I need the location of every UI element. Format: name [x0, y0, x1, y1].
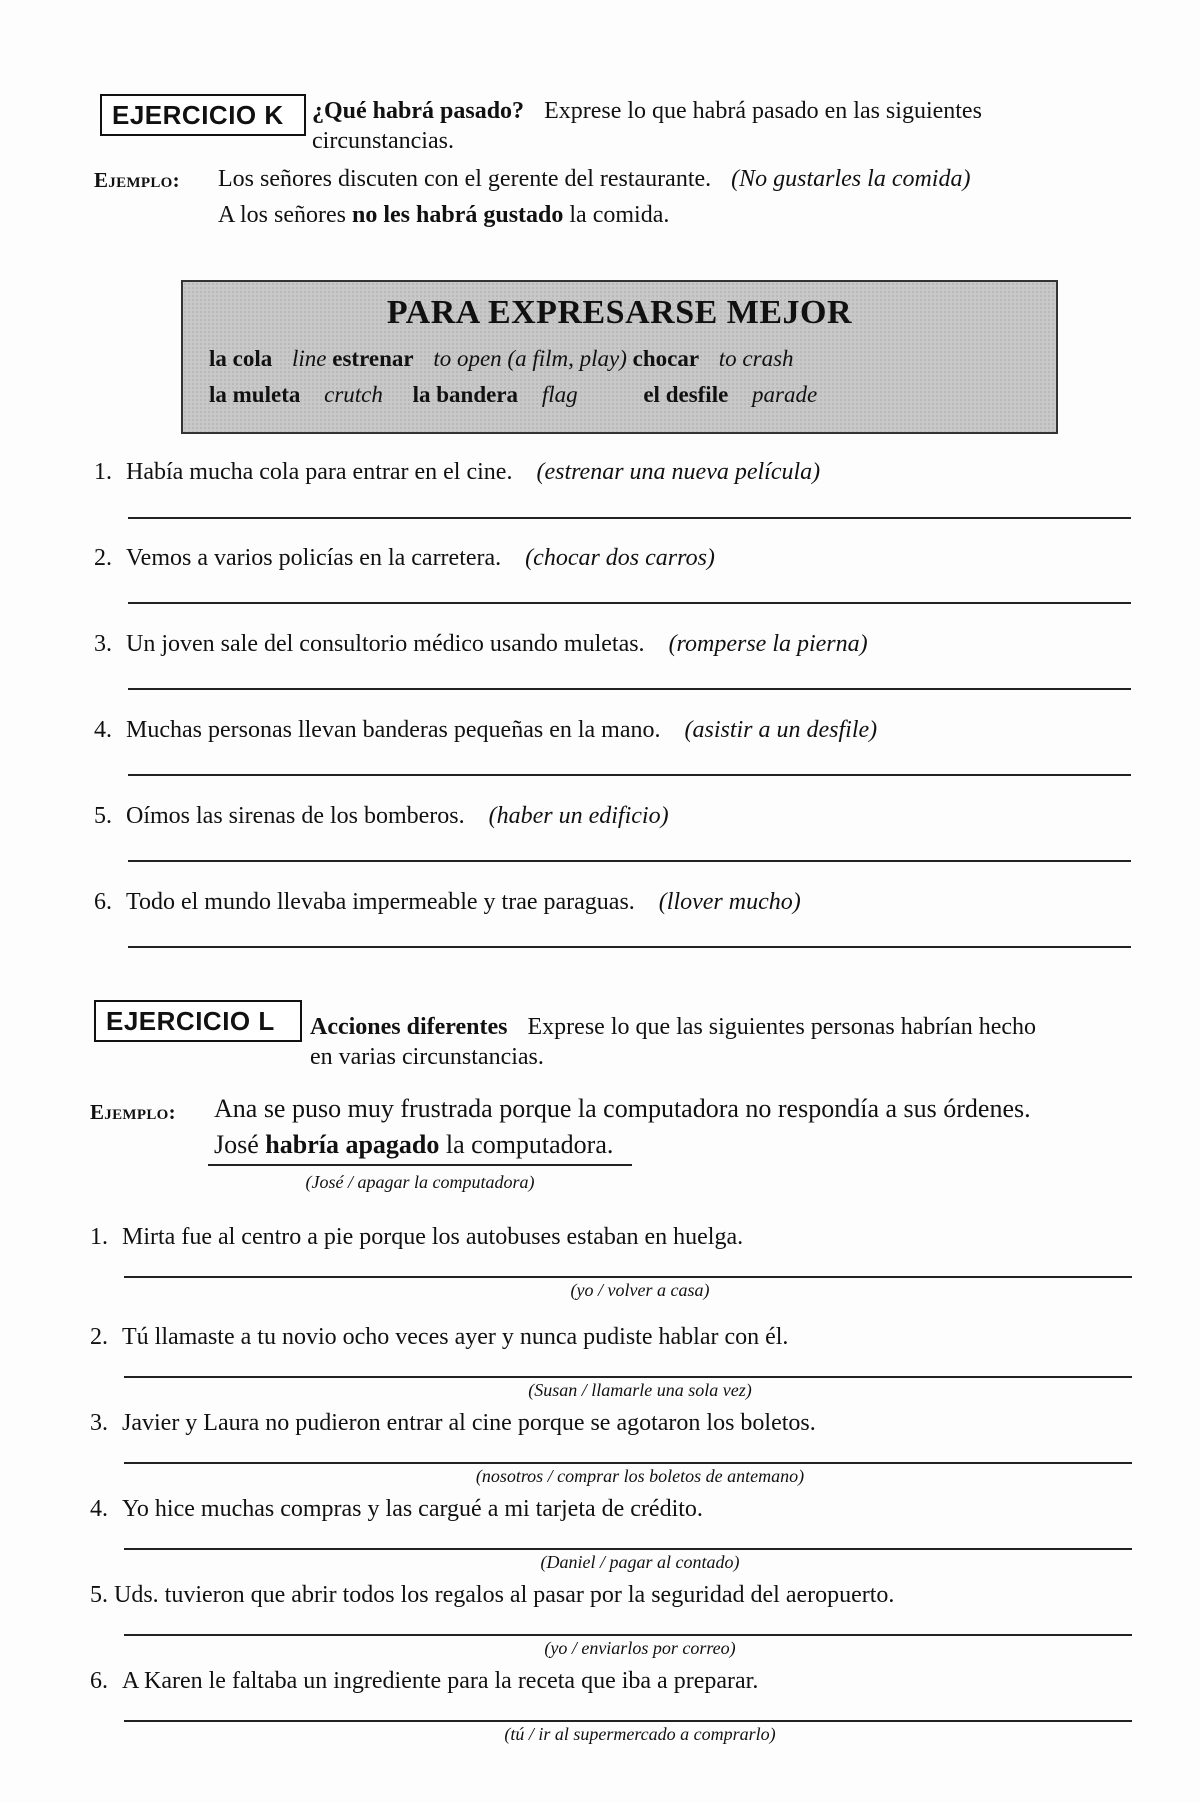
ejemplo-hint: (José / apagar la computadora)	[305, 1172, 535, 1192]
list-item	[90, 1666, 758, 1696]
item-sentence: Tú llamaste a tu novio ocho veces ayer y nunca pudiste hablar con él.	[122, 1324, 789, 1350]
ejemplo-sentence: Ana se puso muy frustrada porque la computadora no respondía a sus órdenes.	[214, 1094, 1031, 1123]
item-number: 2.	[94, 545, 112, 571]
answer-line[interactable]	[128, 688, 1131, 690]
item-cue: (haber un edificio)	[488, 803, 669, 829]
vocab-row-2	[209, 382, 817, 408]
list-item	[90, 1580, 894, 1610]
item-sentence: Oímos las sirenas de los bomberos.	[126, 803, 465, 829]
item-sentence: Mirta fue al centro a pie porque los autobuses estaban en huelga.	[122, 1224, 744, 1250]
item-number: 6.	[94, 889, 112, 915]
vocab-meaning: line	[292, 346, 327, 371]
item-number: 5.	[90, 1582, 108, 1608]
vocab-row-1	[209, 346, 794, 372]
answer-line[interactable]	[124, 1548, 1132, 1550]
item-sentence: Muchas personas llevan banderas pequeñas en la mano.	[126, 717, 661, 743]
item-sentence: Todo el mundo llevaba impermeable y trae paraguas.	[126, 889, 635, 915]
ejemplo-label: Ejemplo:	[90, 1100, 176, 1124]
item-sentence: Uds. tuvieron que abrir todos los regalos al pasar por la seguridad del aeropuerto.	[114, 1582, 895, 1608]
ejemplo-answer	[214, 1130, 613, 1160]
item-cue: (chocar dos carros)	[525, 545, 715, 571]
item-hint: (nosotros / comprar los boletos de antemano)	[475, 1466, 805, 1486]
item-number: 4.	[94, 717, 112, 743]
item-sentence: Javier y Laura no pudieron entrar al cine porque se agotaron los boletos.	[122, 1410, 816, 1436]
item-number: 3.	[90, 1410, 108, 1436]
item-hint: (yo / volver a casa)	[570, 1280, 710, 1300]
ejercicio-k-title: ¿Qué habrá pasado?	[312, 98, 525, 124]
ejemplo-answer-pre: A los señores	[218, 202, 346, 228]
item-hint: (yo / enviarlos por correo)	[544, 1638, 736, 1658]
vocab-meaning: crutch	[324, 382, 383, 407]
ejemplo-answer-post: la computadora.	[445, 1130, 614, 1159]
list-item	[94, 457, 820, 487]
item-cue: (asistir a un desfile)	[684, 717, 878, 743]
answer-line[interactable]	[128, 517, 1131, 519]
ejercicio-k-instructions-cont: circunstancias.	[312, 128, 454, 154]
item-number: 1.	[90, 1224, 108, 1250]
vocab-term: el desfile	[643, 382, 729, 407]
ejercicio-l-heading	[310, 1012, 1160, 1042]
item-hint: (Susan / llamarle una sola vez)	[528, 1380, 752, 1400]
ejemplo-answer-bold: no les habrá gustado	[352, 202, 564, 228]
ejercicio-l-tag: EJERCICIO L	[94, 1000, 302, 1042]
item-number: 6.	[90, 1668, 108, 1694]
list-item	[90, 1222, 743, 1252]
vocab-meaning: parade	[752, 382, 818, 407]
vocab-meaning: to crash	[718, 346, 794, 371]
list-item	[94, 629, 868, 659]
list-item	[94, 887, 801, 917]
vocab-term: la bandera	[412, 382, 519, 407]
vocab-term: la cola	[209, 346, 273, 371]
answer-line[interactable]	[124, 1634, 1132, 1636]
vocab-term: estrenar	[332, 346, 414, 371]
answer-line[interactable]	[124, 1376, 1132, 1378]
answer-line[interactable]	[128, 946, 1131, 948]
vocab-term: chocar	[632, 346, 700, 371]
item-number: 2.	[90, 1324, 108, 1350]
vocab-box-title: PARA EXPRESARSE MEJOR	[386, 294, 853, 331]
item-sentence: Yo hice muchas compras y las cargué a mi tarjeta de crédito.	[122, 1496, 703, 1522]
ejemplo-sentence	[218, 164, 970, 194]
ejemplo-answer-pre: José	[214, 1130, 259, 1159]
ejercicio-k-instructions: Exprese lo que habrá pasado en las siguientes	[544, 98, 982, 124]
answer-line[interactable]	[124, 1462, 1132, 1464]
item-number: 4.	[90, 1496, 108, 1522]
item-number: 5.	[94, 803, 112, 829]
ejercicio-l-instructions: Exprese lo que las siguientes personas habrían hecho	[527, 1014, 1037, 1040]
list-item	[94, 543, 715, 573]
answer-line[interactable]	[128, 860, 1131, 862]
ejercicio-k-heading	[312, 96, 1142, 126]
ejemplo-answer-line	[208, 1164, 632, 1166]
ejemplo-label: Ejemplo:	[94, 168, 180, 192]
ejercicio-k-tag: EJERCICIO K	[100, 94, 306, 136]
item-number: 1.	[94, 459, 112, 485]
item-sentence: Había mucha cola para entrar en el cine.	[126, 459, 513, 485]
vocab-meaning: to open (a film, play)	[433, 346, 627, 371]
answer-line[interactable]	[128, 602, 1131, 604]
item-hint: (Daniel / pagar al contado)	[540, 1552, 740, 1572]
vocab-meaning: flag	[541, 382, 578, 407]
list-item	[94, 801, 669, 831]
list-item	[90, 1322, 788, 1352]
answer-line[interactable]	[124, 1720, 1132, 1722]
list-item	[90, 1408, 816, 1438]
vocab-box	[181, 280, 1058, 434]
ejemplo-sentence-text: Los señores discuten con el gerente del restaurante.	[218, 166, 712, 192]
item-cue: (estrenar una nueva película)	[536, 459, 821, 485]
answer-line[interactable]	[124, 1276, 1132, 1278]
ejemplo-cue: (No gustarles la comida)	[731, 166, 971, 192]
item-hint: (tú / ir al supermercado a comprarlo)	[504, 1724, 776, 1744]
answer-line[interactable]	[128, 774, 1131, 776]
item-sentence: Un joven sale del consultorio médico usando muletas.	[126, 631, 645, 657]
ejemplo-answer-bold: habría apagado	[265, 1130, 440, 1159]
item-number: 3.	[94, 631, 112, 657]
ejercicio-l-instructions-cont: en varias circunstancias.	[310, 1044, 544, 1070]
item-cue: (romperse la pierna)	[668, 631, 868, 657]
ejemplo-answer	[218, 200, 669, 230]
list-item	[90, 1494, 703, 1524]
ejemplo-answer-post: la comida.	[569, 202, 670, 228]
ejercicio-l-title: Acciones diferentes	[310, 1014, 508, 1040]
item-sentence: A Karen le faltaba un ingrediente para la receta que iba a preparar.	[122, 1668, 759, 1694]
item-sentence: Vemos a varios policías en la carretera.	[126, 545, 502, 571]
list-item	[94, 715, 877, 745]
item-cue: (llover mucho)	[658, 889, 801, 915]
vocab-term: la muleta	[209, 382, 301, 407]
